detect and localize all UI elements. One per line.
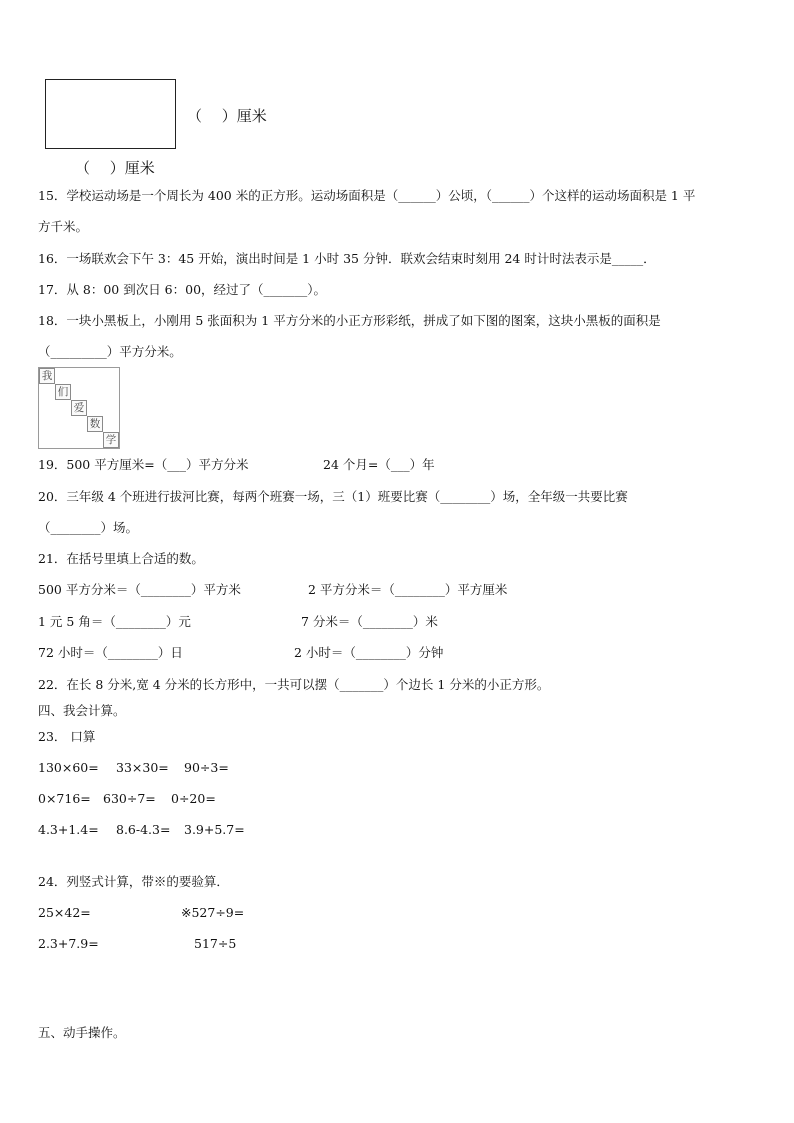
q23-r1-c1: 130×60= bbox=[38, 760, 99, 775]
q18-text-line2: （_________）平方分米。 bbox=[38, 344, 182, 359]
q21-row3-left: 72 小时＝（________）日 bbox=[38, 645, 183, 660]
q19-part-a: 19．500 平方厘米=（___）平方分米 bbox=[38, 457, 249, 472]
blackboard-figure bbox=[38, 367, 120, 449]
q24-title: 24．列竖式计算，带※的要验算． bbox=[38, 874, 229, 889]
q23-r2-c2: 630÷7= bbox=[103, 791, 156, 806]
rectangle-width-label: （ ）厘米 bbox=[187, 107, 267, 125]
q23-r2-c1: 0×716= bbox=[38, 791, 91, 806]
q15-text-line1: 15．学校运动场是一个周长为 400 米的正方形。运动场面积是（______）公顷，（______）个这样的运动场面积是 1 平 bbox=[38, 188, 696, 203]
q23-r1-c2: 33×30= bbox=[116, 760, 169, 775]
q23-r3-c3: 3.9+5.7= bbox=[184, 822, 245, 837]
grid-cell-4: 数 bbox=[87, 416, 103, 432]
q16-text: 16．一场联欢会下午 3：45 开始，演出时间是 1 小时 35 分钟．联欢会结束时刻用 24 时计时法表示是_____． bbox=[38, 251, 656, 266]
grid-cell-3: 爱 bbox=[71, 400, 87, 416]
q24-r2-c1: 2.3+7.9= bbox=[38, 936, 99, 951]
q24-r1-c1: 25×42= bbox=[38, 905, 91, 920]
section-4-heading: 四、我会计算。 bbox=[38, 703, 126, 718]
q18-text-line1: 18．一块小黑板上，小刚用 5 张面积为 1 平方分米的小正方形彩纸，拼成了如下图的图案，这块小黑板的面积是 bbox=[38, 313, 661, 328]
q22-text: 22．在长 8 分米,宽 4 分米的长方形中，一共可以摆（_______）个边长 1 分米的小正方形。 bbox=[38, 677, 550, 692]
q17-text: 17．从 8：00 到次日 6：00，经过了（_______）。 bbox=[38, 282, 327, 297]
grid-cell-2: 们 bbox=[55, 384, 71, 400]
q24-r1-c2: ※527÷9= bbox=[181, 905, 245, 920]
q23-r1-c3: 90÷3= bbox=[184, 760, 229, 775]
grid-cell-5: 学 bbox=[103, 432, 119, 448]
q20-text-line1: 20．三年级 4 个班进行拔河比赛，每两个班赛一场，三（1）班要比赛（________）场，全年级一共要比赛 bbox=[38, 489, 628, 504]
rectangle-figure bbox=[45, 79, 176, 149]
q20-text-line2: （________）场。 bbox=[38, 520, 139, 535]
grid-cell-1: 我 bbox=[39, 368, 55, 384]
q21-row2-left: 1 元 5 角＝（________）元 bbox=[38, 614, 191, 629]
q21-row3-right: 2 小时＝（________）分钟 bbox=[294, 645, 444, 660]
q23-r3-c2: 8.6-4.3= bbox=[116, 822, 171, 837]
q21-row2-right: 7 分米＝（________）米 bbox=[301, 614, 438, 629]
q23-title: 23． 口算 bbox=[38, 729, 96, 744]
q23-r2-c3: 0÷20= bbox=[171, 791, 216, 806]
q21-title: 21．在括号里填上合适的数。 bbox=[38, 551, 204, 566]
rectangle-length-label: （ ）厘米 bbox=[75, 159, 155, 177]
q19-part-b: 24 个月=（___）年 bbox=[323, 457, 435, 472]
q23-r3-c1: 4.3+1.4= bbox=[38, 822, 99, 837]
q24-r2-c2: 517÷5 bbox=[194, 936, 237, 951]
q21-row1-right: 2 平方分米＝（________）平方厘米 bbox=[308, 582, 508, 597]
q15-text-line2: 方千米。 bbox=[38, 219, 89, 234]
section-5-heading: 五、动手操作。 bbox=[38, 1025, 126, 1040]
q21-row1-left: 500 平方分米＝（________）平方米 bbox=[38, 582, 241, 597]
